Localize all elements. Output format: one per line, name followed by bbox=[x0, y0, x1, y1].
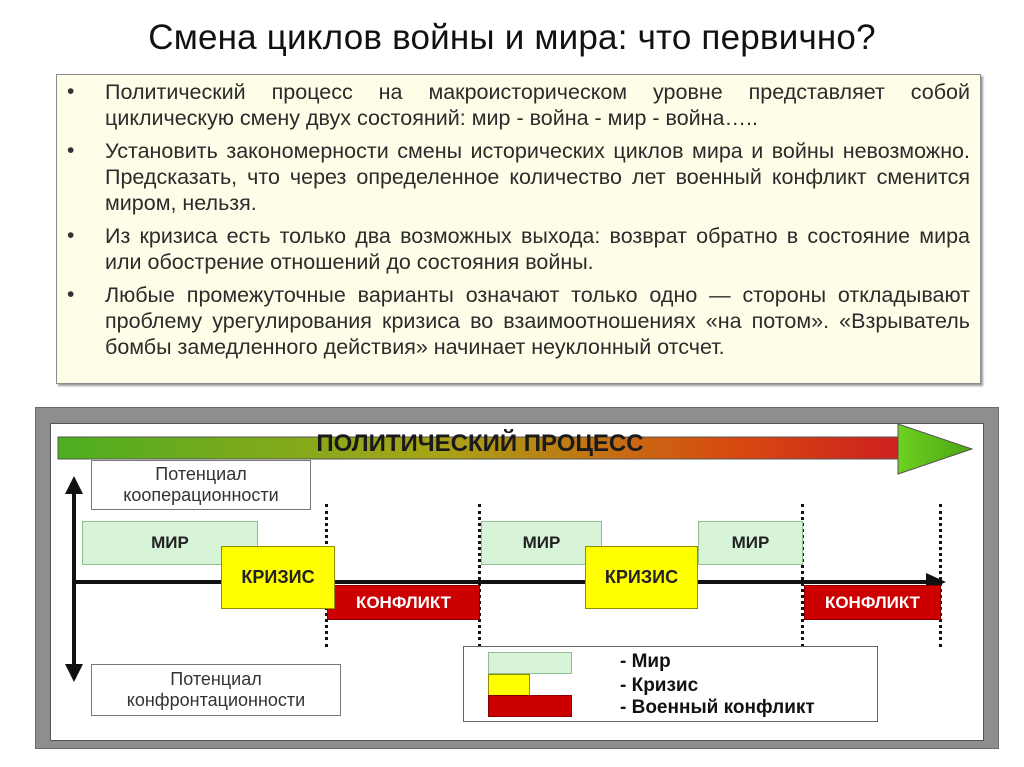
phase-divider bbox=[939, 504, 942, 647]
crisis-block: КРИЗИС bbox=[585, 546, 698, 609]
axis-down-arrow-icon bbox=[65, 664, 83, 682]
page-title: Смена циклов войны и мира: что первично? bbox=[148, 18, 876, 57]
bullet-marker: • bbox=[67, 80, 75, 103]
mir-block: МИР bbox=[698, 521, 803, 565]
list-item bbox=[67, 79, 970, 131]
legend-conflict-label: - Военный конфликт bbox=[620, 697, 815, 718]
legend bbox=[463, 646, 878, 722]
legend-crisis-swatch bbox=[488, 674, 530, 696]
legend-crisis-label: - Кризис bbox=[620, 675, 699, 696]
potential-top-line1: Потенциал bbox=[155, 464, 247, 484]
mir-block: МИР bbox=[481, 521, 602, 565]
list-item bbox=[67, 138, 970, 216]
bullet-text: Любые промежуточные варианты означают только одно — стороны откладывают проблему урегулирования кризиса во взаимоотношениях «на потом». «Взрыватель бомбы замедленного действия» начинает неуклонный отсчет. bbox=[105, 283, 970, 359]
list-item bbox=[67, 282, 970, 360]
bullet-list bbox=[57, 75, 980, 360]
arrow-head bbox=[898, 424, 972, 474]
crisis-block: КРИЗИС bbox=[221, 546, 335, 609]
mir-block: МИР bbox=[82, 521, 258, 565]
bullet-marker: • bbox=[67, 224, 75, 247]
bullet-text: Установить закономерности смены исторических циклов мира и войны невозможно. Предсказать, что через определенное количество лет военный конфликт сменится миром, нельзя. bbox=[105, 139, 970, 215]
legend-mir-label: - Мир bbox=[620, 651, 671, 672]
potential-bottom-line2: конфронтационности bbox=[126, 690, 306, 710]
potential-top-line2: кооперационности bbox=[123, 485, 279, 505]
text-panel bbox=[56, 74, 981, 384]
bullet-text: Из кризиса есть только два возможных выхода: возврат обратно в состояние мира или обострение отношений до состояния войны. bbox=[105, 224, 970, 274]
bullet-text: Политический процесс на макроисторическом уровне представляет собой циклическую смену двух состояний: мир - война - мир - война….. bbox=[105, 80, 970, 130]
arrow-label: ПОЛИТИЧЕСКИЙ ПРОЦЕСС bbox=[316, 430, 644, 457]
bullet-marker: • bbox=[67, 283, 75, 306]
legend-conflict-swatch bbox=[488, 695, 572, 717]
bullet-marker: • bbox=[67, 139, 75, 162]
conflict-block: КОНФЛИКТ bbox=[327, 585, 480, 620]
list-item bbox=[67, 223, 970, 275]
axis-up-arrow-icon bbox=[65, 476, 83, 494]
potential-bottom-line1: Потенциал bbox=[170, 669, 262, 689]
conflict-block: КОНФЛИКТ bbox=[804, 585, 941, 620]
legend-mir-swatch bbox=[488, 652, 572, 674]
